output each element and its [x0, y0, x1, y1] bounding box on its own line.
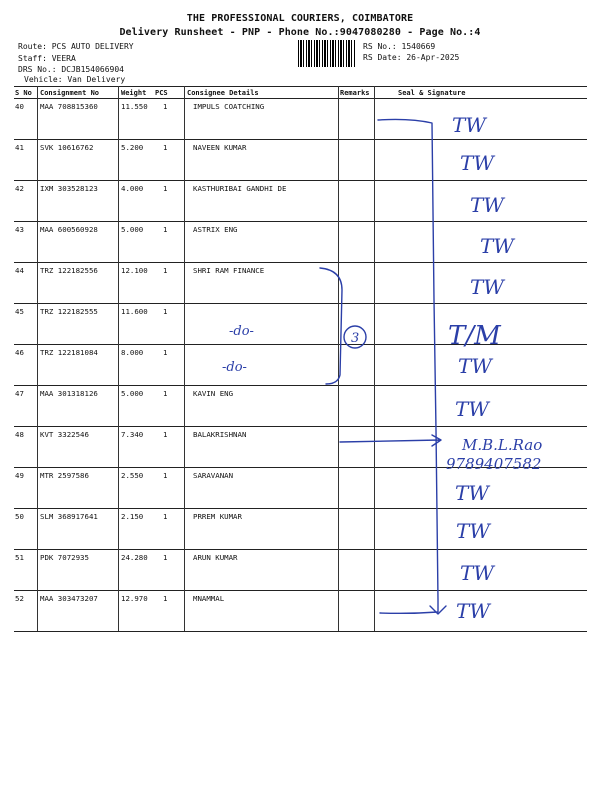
row-pcs: 1 — [163, 307, 168, 316]
row-consignment: MAA 303473207 — [40, 594, 98, 603]
row-consignee: BALAKRISHNAN — [193, 430, 247, 439]
signature: TW — [470, 275, 504, 299]
row-consignment: SLM 368917641 — [40, 512, 98, 521]
row-weight: 2.550 — [121, 471, 144, 480]
row-consignee: PRREM KUMAR — [193, 512, 242, 521]
row-consignment: SVK 10616762 — [40, 143, 94, 152]
row-consignment: TRZ 122182555 — [40, 307, 98, 316]
col-header-weight: Weight — [121, 89, 147, 97]
staff-label: Staff: VEERA — [18, 54, 76, 63]
rs-number: RS No.: 1540669 — [363, 42, 436, 51]
bracket-line — [378, 119, 438, 613]
arrow-line — [340, 435, 441, 446]
signature-group — [222, 113, 542, 623]
signature: TW — [460, 561, 494, 585]
row-consignment: MTR 2597586 — [40, 471, 89, 480]
row-consignee: MNAMMAL — [193, 594, 225, 603]
runsheet-subtitle: Delivery Runsheet - PNP - Phone No.:9047080280 - Page No.:4 — [119, 27, 481, 38]
company-name: THE PROFESSIONAL COURIERS, COIMBATORE — [186, 13, 414, 24]
signature: M.B.L.Rao — [462, 436, 543, 454]
signature: TW — [458, 354, 492, 378]
row-sno: 41 — [15, 143, 24, 152]
row-weight: 12.970 — [121, 594, 148, 603]
row-sno: 50 — [15, 512, 24, 521]
row-pcs: 1 — [163, 143, 168, 152]
row-weight: 5.000 — [121, 389, 144, 398]
signature: TW — [456, 599, 490, 623]
row-weight: 4.000 — [121, 184, 144, 193]
row-consignment: MAA 301318126 — [40, 389, 98, 398]
row-weight: 24.280 — [121, 553, 148, 562]
row-consignment: TRZ 122181084 — [40, 348, 98, 357]
row-consignee: ARUN KUMAR — [193, 553, 238, 562]
signature: TW — [452, 113, 486, 137]
row-consignment: KVT 3322546 — [40, 430, 89, 439]
row-pcs: 1 — [163, 553, 168, 562]
row-consignee: NAVEEN KUMAR — [193, 143, 247, 152]
row-sno: 46 — [15, 348, 24, 357]
row-pcs: 1 — [163, 471, 168, 480]
signature: TW — [480, 234, 514, 258]
col-header-remarks: Remarks — [340, 89, 370, 97]
row-sno: 51 — [15, 553, 24, 562]
row-weight: 12.100 — [121, 266, 148, 275]
row-sno: 42 — [15, 184, 24, 193]
row-sno: 44 — [15, 266, 24, 275]
signature: TW — [455, 481, 489, 505]
row-consignee: KAVIN ENG — [193, 389, 234, 398]
row-consignment: PDK 7072935 — [40, 553, 89, 562]
ditto-mark: -do- — [229, 324, 254, 339]
row-consignee: IMPULS COATCHING — [193, 102, 265, 111]
row-pcs: 1 — [163, 512, 168, 521]
row-consignee: KASTHURIBAI GANDHI DE — [193, 184, 287, 193]
row-pcs: 1 — [163, 594, 168, 603]
route-label: Route: PCS AUTO DELIVERY — [18, 42, 134, 51]
row-weight: 5.000 — [121, 225, 144, 234]
row-sno: 48 — [15, 430, 24, 439]
row-weight: 11.600 — [121, 307, 148, 316]
row-sno: 45 — [15, 307, 24, 316]
row-weight: 7.340 — [121, 430, 144, 439]
rs-date: RS Date: 26-Apr-2025 — [363, 53, 460, 62]
row-consignee: SARAVANAN — [193, 471, 234, 480]
row-consignment: MAA 708815360 — [40, 102, 98, 111]
row-sno: 40 — [15, 102, 24, 111]
signature: TW — [455, 397, 489, 421]
signature: TW — [460, 151, 494, 175]
col-header-seal: Seal & Signature — [398, 89, 466, 97]
row-pcs: 1 — [163, 348, 168, 357]
row-sno: 43 — [15, 225, 24, 234]
row-weight: 5.200 — [121, 143, 144, 152]
row-weight: 11.550 — [121, 102, 148, 111]
row-pcs: 1 — [163, 225, 168, 234]
ditto-mark: -do- — [222, 360, 247, 375]
col-header-consignee: Consignee Details — [187, 89, 259, 97]
phone-note: 9789407582 — [446, 455, 542, 473]
col-header-pcs: PCS — [155, 89, 168, 97]
drs-number: DRS No.: DCJB154066904 — [18, 65, 124, 74]
row-pcs: 1 — [163, 184, 168, 193]
vehicle-label: Vehicle: Van Delivery — [24, 75, 126, 84]
row-sno: 52 — [15, 594, 24, 603]
row-consignment: IXM 303528123 — [40, 184, 98, 193]
row-weight: 8.000 — [121, 348, 144, 357]
row-consignee: ASTRIX ENG — [193, 225, 238, 234]
col-header-sno: S No — [15, 89, 32, 97]
remarks-bracket — [320, 268, 342, 384]
circled-count: 3 — [351, 331, 360, 346]
row-pcs: 1 — [163, 389, 168, 398]
row-consignment: MAA 600560928 — [40, 225, 98, 234]
signature: TW — [470, 193, 504, 217]
row-sno: 49 — [15, 471, 24, 480]
col-header-consignment: Consignment No — [40, 89, 100, 97]
row-pcs: 1 — [163, 102, 168, 111]
signature: T/M — [448, 321, 501, 351]
signature: TW — [456, 519, 490, 543]
row-sno: 47 — [15, 389, 24, 398]
row-pcs: 1 — [163, 430, 168, 439]
row-weight: 2.150 — [121, 512, 144, 521]
row-pcs: 1 — [163, 266, 168, 275]
row-consignment: TRZ 122182556 — [40, 266, 98, 275]
row-consignee: SHRI RAM FINANCE — [193, 266, 265, 275]
